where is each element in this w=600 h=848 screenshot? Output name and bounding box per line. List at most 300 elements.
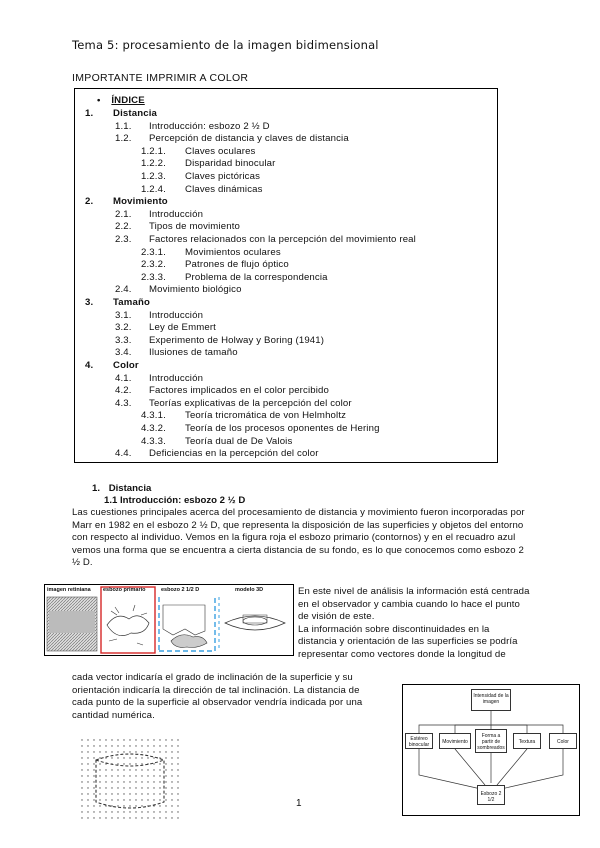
grid-dot <box>129 799 130 800</box>
grid-dot <box>87 781 88 782</box>
vector-field-figure <box>78 736 182 822</box>
observer-text: En este nivel de análisis la información está centrada en el observador y cambia cuando lo hace el punto de visión de este. <box>298 586 530 623</box>
grid-dot <box>165 739 166 740</box>
toc-item-text: Tipos de movimiento <box>149 221 241 233</box>
grid-dot <box>129 817 130 818</box>
toc-item-text: Claves dinámicas <box>185 183 263 195</box>
toc-item-number: 2.3. <box>115 234 132 245</box>
grid-dot <box>87 751 88 752</box>
grid-dot <box>141 769 142 770</box>
grid-dot <box>93 751 94 752</box>
grid-dot <box>81 739 82 740</box>
grid-dot <box>117 751 118 752</box>
toc-item-text: Teoría de los procesos oponentes de Hering <box>185 423 380 434</box>
grid-dot <box>135 805 136 806</box>
grid-dot <box>129 805 130 806</box>
grid-dot <box>153 793 154 794</box>
grid-dot <box>93 799 94 800</box>
grid-dot <box>87 763 88 764</box>
grid-dot <box>171 745 172 746</box>
grid-dot <box>87 769 88 770</box>
grid-dot <box>93 757 94 758</box>
grid-dot <box>99 793 100 794</box>
grid-dot <box>135 745 136 746</box>
grid-dot <box>147 751 148 752</box>
grid-dot <box>135 763 136 764</box>
toc-item-number: 2. <box>85 196 94 208</box>
grid-dot <box>129 811 130 812</box>
toc-item-text: Experimento de Holway y Boring (1941) <box>149 334 325 346</box>
grid-dot <box>177 781 178 782</box>
stereo-box: Estéreo binocular <box>405 733 433 749</box>
grid-dot <box>159 787 160 788</box>
grid-dot <box>123 745 124 746</box>
grid-dot <box>81 745 82 746</box>
toc-item-number: 4.4. <box>115 448 132 460</box>
toc-item <box>115 133 349 145</box>
grid-dot <box>81 763 82 764</box>
grid-dot <box>159 805 160 806</box>
toc-item-text: Percepción de distancia y claves de distancia <box>149 133 349 145</box>
grid-dot <box>159 745 160 746</box>
grid-dot <box>171 739 172 740</box>
grid-dot <box>117 799 118 800</box>
toc-item-text: Teorías explicativas de la percepción del color <box>149 397 352 409</box>
toc-item-number: 1.1. <box>115 120 132 132</box>
grid-dot <box>81 787 82 788</box>
grid-dot <box>123 763 124 764</box>
grid-dot <box>147 775 148 776</box>
grid-dot <box>111 739 112 740</box>
figure-stage-label: modelo 3D <box>235 587 264 593</box>
toc-item <box>115 398 352 410</box>
section-title <box>92 483 151 494</box>
grid-dot <box>171 787 172 788</box>
grid-dot <box>99 739 100 740</box>
toc-item <box>115 221 240 233</box>
grid-dot <box>171 775 172 776</box>
toc-item-number: 2.2. <box>115 221 132 233</box>
grid-dot <box>105 781 106 782</box>
toc-item <box>115 234 416 246</box>
toc-item-number: 2.3.1. <box>141 246 166 258</box>
grid-dot <box>93 811 94 812</box>
table-of-contents <box>74 88 498 463</box>
figure-stage-label: imagen retiniana <box>47 587 91 593</box>
grid-dot <box>165 793 166 794</box>
grid-dot <box>123 793 124 794</box>
grid-dot <box>111 787 112 788</box>
toc-item-text: Introducción: esbozo 2 ½ D <box>149 120 270 132</box>
grid-dot <box>105 745 106 746</box>
toc-item-text: Disparidad binocular <box>185 158 276 170</box>
toc-heading <box>97 95 145 107</box>
grid-dot <box>93 793 94 794</box>
grid-dot <box>153 811 154 812</box>
grid-dot <box>177 745 178 746</box>
grid-dot <box>135 793 136 794</box>
grid-dot <box>129 745 130 746</box>
grid-dot <box>81 817 82 818</box>
toc-item-number: 2.4. <box>115 284 132 296</box>
page-header: Tema 5: procesamiento de la imagen bidimensional <box>72 38 379 52</box>
grid-dot <box>117 781 118 782</box>
motion-box: Movimiento <box>439 733 471 749</box>
toc-item-number: 2.1. <box>115 208 132 220</box>
toc-item-number: 2.3.3. <box>141 271 166 283</box>
toc-item <box>115 121 270 133</box>
grid-dot <box>117 745 118 746</box>
toc-item <box>85 108 157 120</box>
grid-dot <box>81 805 82 806</box>
toc-item-number: 1.2.2. <box>141 158 166 170</box>
grid-dot <box>153 751 154 752</box>
grid-dot <box>93 817 94 818</box>
toc-item-number: 1.2. <box>115 133 132 145</box>
grid-dot <box>171 781 172 782</box>
grid-dot <box>159 811 160 812</box>
grid-dot <box>153 781 154 782</box>
grid-dot <box>81 781 82 782</box>
toc-item-text: Patrones de flujo óptico <box>185 259 289 271</box>
toc-item-number: 4.3. <box>115 397 132 409</box>
grid-dot <box>111 751 112 752</box>
vector-paragraph: cada vector indicaría el grado de inclinación de la superficie y su orientación indicaría la dirección de tal inclinación. La distancia de cada punto de la superficie al observador vendría indicada por una cantidad numérica. <box>72 672 363 721</box>
grid-dot <box>93 775 94 776</box>
grid-dot <box>99 763 100 764</box>
grid-dot <box>99 805 100 806</box>
toc-item-text: Color <box>113 360 139 371</box>
toc-item-number: 3.1. <box>115 309 132 321</box>
grid-dot <box>123 781 124 782</box>
grid-dot <box>177 811 178 812</box>
grid-dot <box>129 763 130 764</box>
toc-item-text: Teoría dual de De Valois <box>185 435 293 447</box>
grid-dot <box>147 787 148 788</box>
grid-dot <box>129 757 130 758</box>
toc-item <box>115 448 319 460</box>
toc-item <box>115 322 216 334</box>
toc-item-number: 3.2. <box>115 322 132 334</box>
grid-dot <box>171 769 172 770</box>
grid-dot <box>93 763 94 764</box>
grid-dot <box>111 799 112 800</box>
grid-dot <box>105 787 106 788</box>
grid-dot <box>117 775 118 776</box>
grid-dot <box>123 769 124 770</box>
grid-dot <box>141 781 142 782</box>
toc-item-number: 4.3.2. <box>141 423 166 434</box>
grid-dot <box>153 769 154 770</box>
grid-dot <box>165 769 166 770</box>
grid-dot <box>105 817 106 818</box>
toc-item <box>115 284 242 296</box>
grid-dot <box>99 817 100 818</box>
figure-stage-label: esbozo 2 1/2 D <box>161 587 200 593</box>
grid-dot <box>165 745 166 746</box>
toc-item-number: 4.3.1. <box>141 410 166 422</box>
grid-dot <box>177 793 178 794</box>
toc-item-number: 3. <box>85 297 94 308</box>
toc-item-number: 1.2.3. <box>141 171 166 182</box>
toc-item-text: Claves oculares <box>185 145 256 157</box>
toc-item <box>85 360 139 372</box>
grid-dot <box>129 739 130 740</box>
grid-dot <box>141 811 142 812</box>
grid-dot <box>135 787 136 788</box>
grid-dot <box>123 775 124 776</box>
toc-item-text: Problema de la correspondencia <box>185 271 328 283</box>
grid-dot <box>87 817 88 818</box>
grid-dot <box>171 793 172 794</box>
grid-dot <box>99 799 100 800</box>
grid-dot <box>165 763 166 764</box>
grid-dot <box>147 781 148 782</box>
grid-dot <box>165 751 166 752</box>
toc-item-text: Introducción <box>149 372 204 384</box>
grid-dot <box>135 775 136 776</box>
grid-dot <box>129 793 130 794</box>
grid-dot <box>135 811 136 812</box>
grid-dot <box>117 805 118 806</box>
toc-item <box>141 146 256 158</box>
grid-dot <box>141 787 142 788</box>
grid-dot <box>147 739 148 740</box>
grid-dot <box>177 787 178 788</box>
grid-dot <box>147 799 148 800</box>
grid-dot <box>117 757 118 758</box>
grid-dot <box>105 811 106 812</box>
grid-dot <box>123 817 124 818</box>
grid-dot <box>105 769 106 770</box>
toc-item <box>141 423 380 435</box>
grid-dot <box>111 775 112 776</box>
grid-dot <box>171 763 172 764</box>
texture-box: Textura <box>513 733 541 749</box>
grid-dot <box>87 775 88 776</box>
grid-dot <box>81 769 82 770</box>
grid-dot <box>141 745 142 746</box>
grid-dot <box>99 745 100 746</box>
grid-dot <box>117 811 118 812</box>
grid-dot <box>129 769 130 770</box>
subsection-title: 1.1 Introducción: esbozo 2 ½ D <box>104 495 246 506</box>
grid-dot <box>99 751 100 752</box>
toc-item <box>115 385 329 397</box>
page-number: 1 <box>296 798 302 809</box>
grid-dot <box>153 739 154 740</box>
grid-dot <box>105 751 106 752</box>
toc-item-number: 1.2.4. <box>141 183 166 195</box>
grid-dot <box>135 817 136 818</box>
grid-dot <box>171 799 172 800</box>
grid-dot <box>171 751 172 752</box>
grid-dot <box>81 811 82 812</box>
grid-dot <box>177 757 178 758</box>
grid-dot <box>129 775 130 776</box>
figure-stage-label: esbozo primario <box>103 587 146 593</box>
grid-dot <box>141 751 142 752</box>
toc-item-number: 2.3.2. <box>141 259 166 271</box>
toc-item-number: 4. <box>85 360 94 371</box>
grid-dot <box>141 793 142 794</box>
toc-item <box>115 209 203 221</box>
grid-dot <box>123 799 124 800</box>
toc-item-text: Introducción <box>149 309 204 321</box>
toc-item-text: Distancia <box>113 108 158 119</box>
grid-dot <box>123 805 124 806</box>
grid-dot <box>87 757 88 758</box>
marr-stages-drawing <box>45 585 293 655</box>
toc-item <box>115 310 203 322</box>
grid-dot <box>153 757 154 758</box>
toc-item <box>85 196 168 208</box>
grid-dot <box>81 799 82 800</box>
grid-dot <box>147 817 148 818</box>
grid-dot <box>117 817 118 818</box>
toc-item <box>141 436 292 448</box>
grid-dot <box>87 811 88 812</box>
toc-item-text: Factores relacionados con la percepción del movimiento real <box>149 234 416 245</box>
toc-item-number: 4.1. <box>115 372 132 384</box>
grid-dot <box>87 745 88 746</box>
bullet-icon: • <box>97 95 101 106</box>
grid-dot <box>99 811 100 812</box>
grid-dot <box>165 811 166 812</box>
grid-dot <box>165 775 166 776</box>
toc-item <box>85 297 150 309</box>
grid-dot <box>147 811 148 812</box>
toc-item-text: Movimiento biológico <box>149 284 242 296</box>
grid-dot <box>177 769 178 770</box>
grid-dot <box>123 739 124 740</box>
toc-item-number: 1.2.1. <box>141 145 166 157</box>
modules-diagram <box>402 684 580 816</box>
grid-dot <box>141 775 142 776</box>
grid-dot <box>165 805 166 806</box>
grid-dot <box>99 769 100 770</box>
toc-item-text: Ilusiones de tamaño <box>149 347 238 359</box>
grid-dot <box>165 781 166 782</box>
toc-item-number: 3.4. <box>115 347 132 359</box>
sketch-box: Esbozo 2 1/2 <box>477 785 505 805</box>
grid-dot <box>81 793 82 794</box>
toc-item-number: 4.3.3. <box>141 435 166 447</box>
grid-dot <box>111 769 112 770</box>
toc-item <box>141 184 263 196</box>
grid-dot <box>87 787 88 788</box>
grid-dot <box>177 775 178 776</box>
grid-dot <box>147 793 148 794</box>
marr-stages-figure <box>44 584 294 656</box>
grid-dot <box>111 745 112 746</box>
grid-dot <box>111 757 112 758</box>
toc-item-text: Introducción <box>149 208 204 220</box>
grid-dot <box>135 781 136 782</box>
grid-dot <box>147 757 148 758</box>
grid-dot <box>99 757 100 758</box>
grid-dot <box>153 787 154 788</box>
grid-dot <box>111 805 112 806</box>
toc-item-text: Deficiencias en la percepción del color <box>149 448 319 460</box>
grid-dot <box>177 805 178 806</box>
grid-dot <box>159 799 160 800</box>
grid-dot <box>105 775 106 776</box>
grid-dot <box>159 775 160 776</box>
grid-dot <box>87 799 88 800</box>
toc-item-text: Ley de Emmert <box>149 322 216 334</box>
grid-dot <box>111 817 112 818</box>
grid-dot <box>171 811 172 812</box>
toc-heading-text: ÍNDICE <box>111 95 145 106</box>
grid-dot <box>147 769 148 770</box>
grid-dot <box>159 751 160 752</box>
grid-dot <box>99 781 100 782</box>
toc-item-text: Claves pictóricas <box>185 171 261 182</box>
grid-dot <box>81 775 82 776</box>
grid-dot <box>153 745 154 746</box>
grid-dot <box>87 805 88 806</box>
grid-dot <box>117 739 118 740</box>
toc-item <box>141 410 346 422</box>
grid-dot <box>153 817 154 818</box>
grid-dot <box>147 745 148 746</box>
grid-dot <box>135 769 136 770</box>
grid-dot <box>129 781 130 782</box>
shading-box: Forma a partir de sombreados <box>475 729 507 753</box>
grid-dot <box>159 739 160 740</box>
grid-dot <box>105 799 106 800</box>
grid-dot <box>129 751 130 752</box>
grid-dot <box>87 793 88 794</box>
discontinuities-text: La información sobre discontinuidades en la distancia y orientación de las superficies se podría representar como vectores donde la longitud de <box>298 623 518 660</box>
section-number: 1. <box>92 483 101 494</box>
toc-item <box>141 272 328 284</box>
grid-dot <box>117 787 118 788</box>
grid-dot <box>177 739 178 740</box>
grid-dot <box>159 793 160 794</box>
grid-dot <box>117 763 118 764</box>
toc-item <box>115 373 203 385</box>
grid-dot <box>93 781 94 782</box>
grid-dot <box>105 793 106 794</box>
toc-item <box>141 158 275 170</box>
grid-dot <box>93 787 94 788</box>
grid-dot <box>99 787 100 788</box>
grid-dot <box>159 817 160 818</box>
toc-item <box>115 347 238 359</box>
grid-dot <box>117 793 118 794</box>
image-intensity-box: Intensidad de la imagen <box>471 689 511 711</box>
grid-dot <box>135 757 136 758</box>
grid-dot <box>111 781 112 782</box>
grid-dot <box>81 751 82 752</box>
grid-dot <box>123 757 124 758</box>
grid-dot <box>165 757 166 758</box>
toc-item <box>141 259 289 271</box>
section-title-text: Distancia <box>108 483 152 494</box>
grid-dot <box>165 817 166 818</box>
grid-dot <box>141 799 142 800</box>
toc-item-text: Teoría tricromática de von Helmholtz <box>185 410 347 422</box>
grid-dot <box>165 787 166 788</box>
grid-dot <box>159 769 160 770</box>
grid-dot <box>141 817 142 818</box>
grid-dot <box>123 811 124 812</box>
observer-paragraph <box>298 586 530 662</box>
grid-dot <box>129 787 130 788</box>
grid-dot <box>171 757 172 758</box>
